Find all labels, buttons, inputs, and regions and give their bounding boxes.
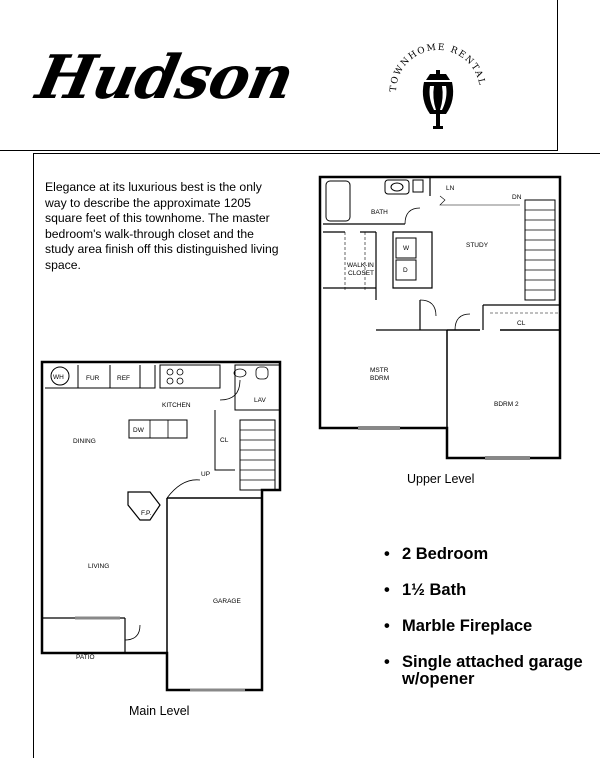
label-living: LIVING	[88, 563, 110, 570]
page-title: Hudson	[30, 43, 300, 113]
label-mstr: MSTR	[370, 367, 389, 374]
label-dining: DINING	[73, 438, 96, 445]
label-dn: DN	[512, 194, 522, 201]
label-garage: GARAGE	[213, 598, 241, 605]
logo-text: TOWNHOME RENTAL	[388, 42, 487, 93]
feature-text: 2 Bedroom	[402, 545, 489, 563]
feature-list	[384, 546, 584, 707]
feature-item	[384, 654, 584, 688]
label-main-cl: CL	[220, 437, 229, 444]
feature-text: 1½ Bath	[402, 581, 467, 599]
main-level-plan	[42, 362, 280, 690]
upper-level-caption: Upper Level	[407, 472, 475, 486]
label-dw: DW	[133, 427, 144, 434]
label-walkin: WALK-IN	[347, 262, 374, 269]
label-mstr-bdrm: BDRM	[370, 375, 390, 382]
bullet: •	[384, 545, 390, 563]
label-ln: LN	[446, 185, 455, 192]
feature-item	[384, 546, 584, 563]
feature-text: Marble Fireplace	[402, 617, 533, 635]
bullet: •	[384, 581, 390, 599]
label-bath: BATH	[371, 209, 388, 216]
label-study: STUDY	[466, 242, 489, 249]
label-patio: PATIO	[76, 654, 95, 661]
label-up: UP	[201, 471, 211, 478]
label-upper-cl: CL	[517, 320, 526, 327]
feature-item	[384, 618, 584, 635]
description-text: Elegance at its luxurious best is the only way to describe the approximate 1205 square feet of this townhome. The master bedroom's walk-through closet and the study area finish off this distinguished living space.	[45, 180, 279, 272]
label-closet: CLOSET	[348, 270, 375, 277]
upper-level-plan	[320, 177, 560, 458]
main-level-caption: Main Level	[129, 704, 190, 718]
label-fur: FUR	[86, 375, 100, 382]
feature-item	[384, 582, 584, 599]
label-lav: LAV	[254, 397, 266, 404]
bullet: •	[384, 653, 390, 671]
feature-text: Single attached garage w/opener	[402, 653, 583, 688]
label-dryer: D	[403, 267, 408, 274]
label-kitchen: KITCHEN	[162, 402, 191, 409]
bullet: •	[384, 617, 390, 635]
label-fp: F.P.	[141, 510, 152, 517]
label-washer: W	[403, 245, 410, 252]
label-wh: WH	[53, 374, 64, 381]
label-bdrm2: BDRM 2	[494, 401, 519, 408]
label-ref: REF	[117, 375, 130, 382]
